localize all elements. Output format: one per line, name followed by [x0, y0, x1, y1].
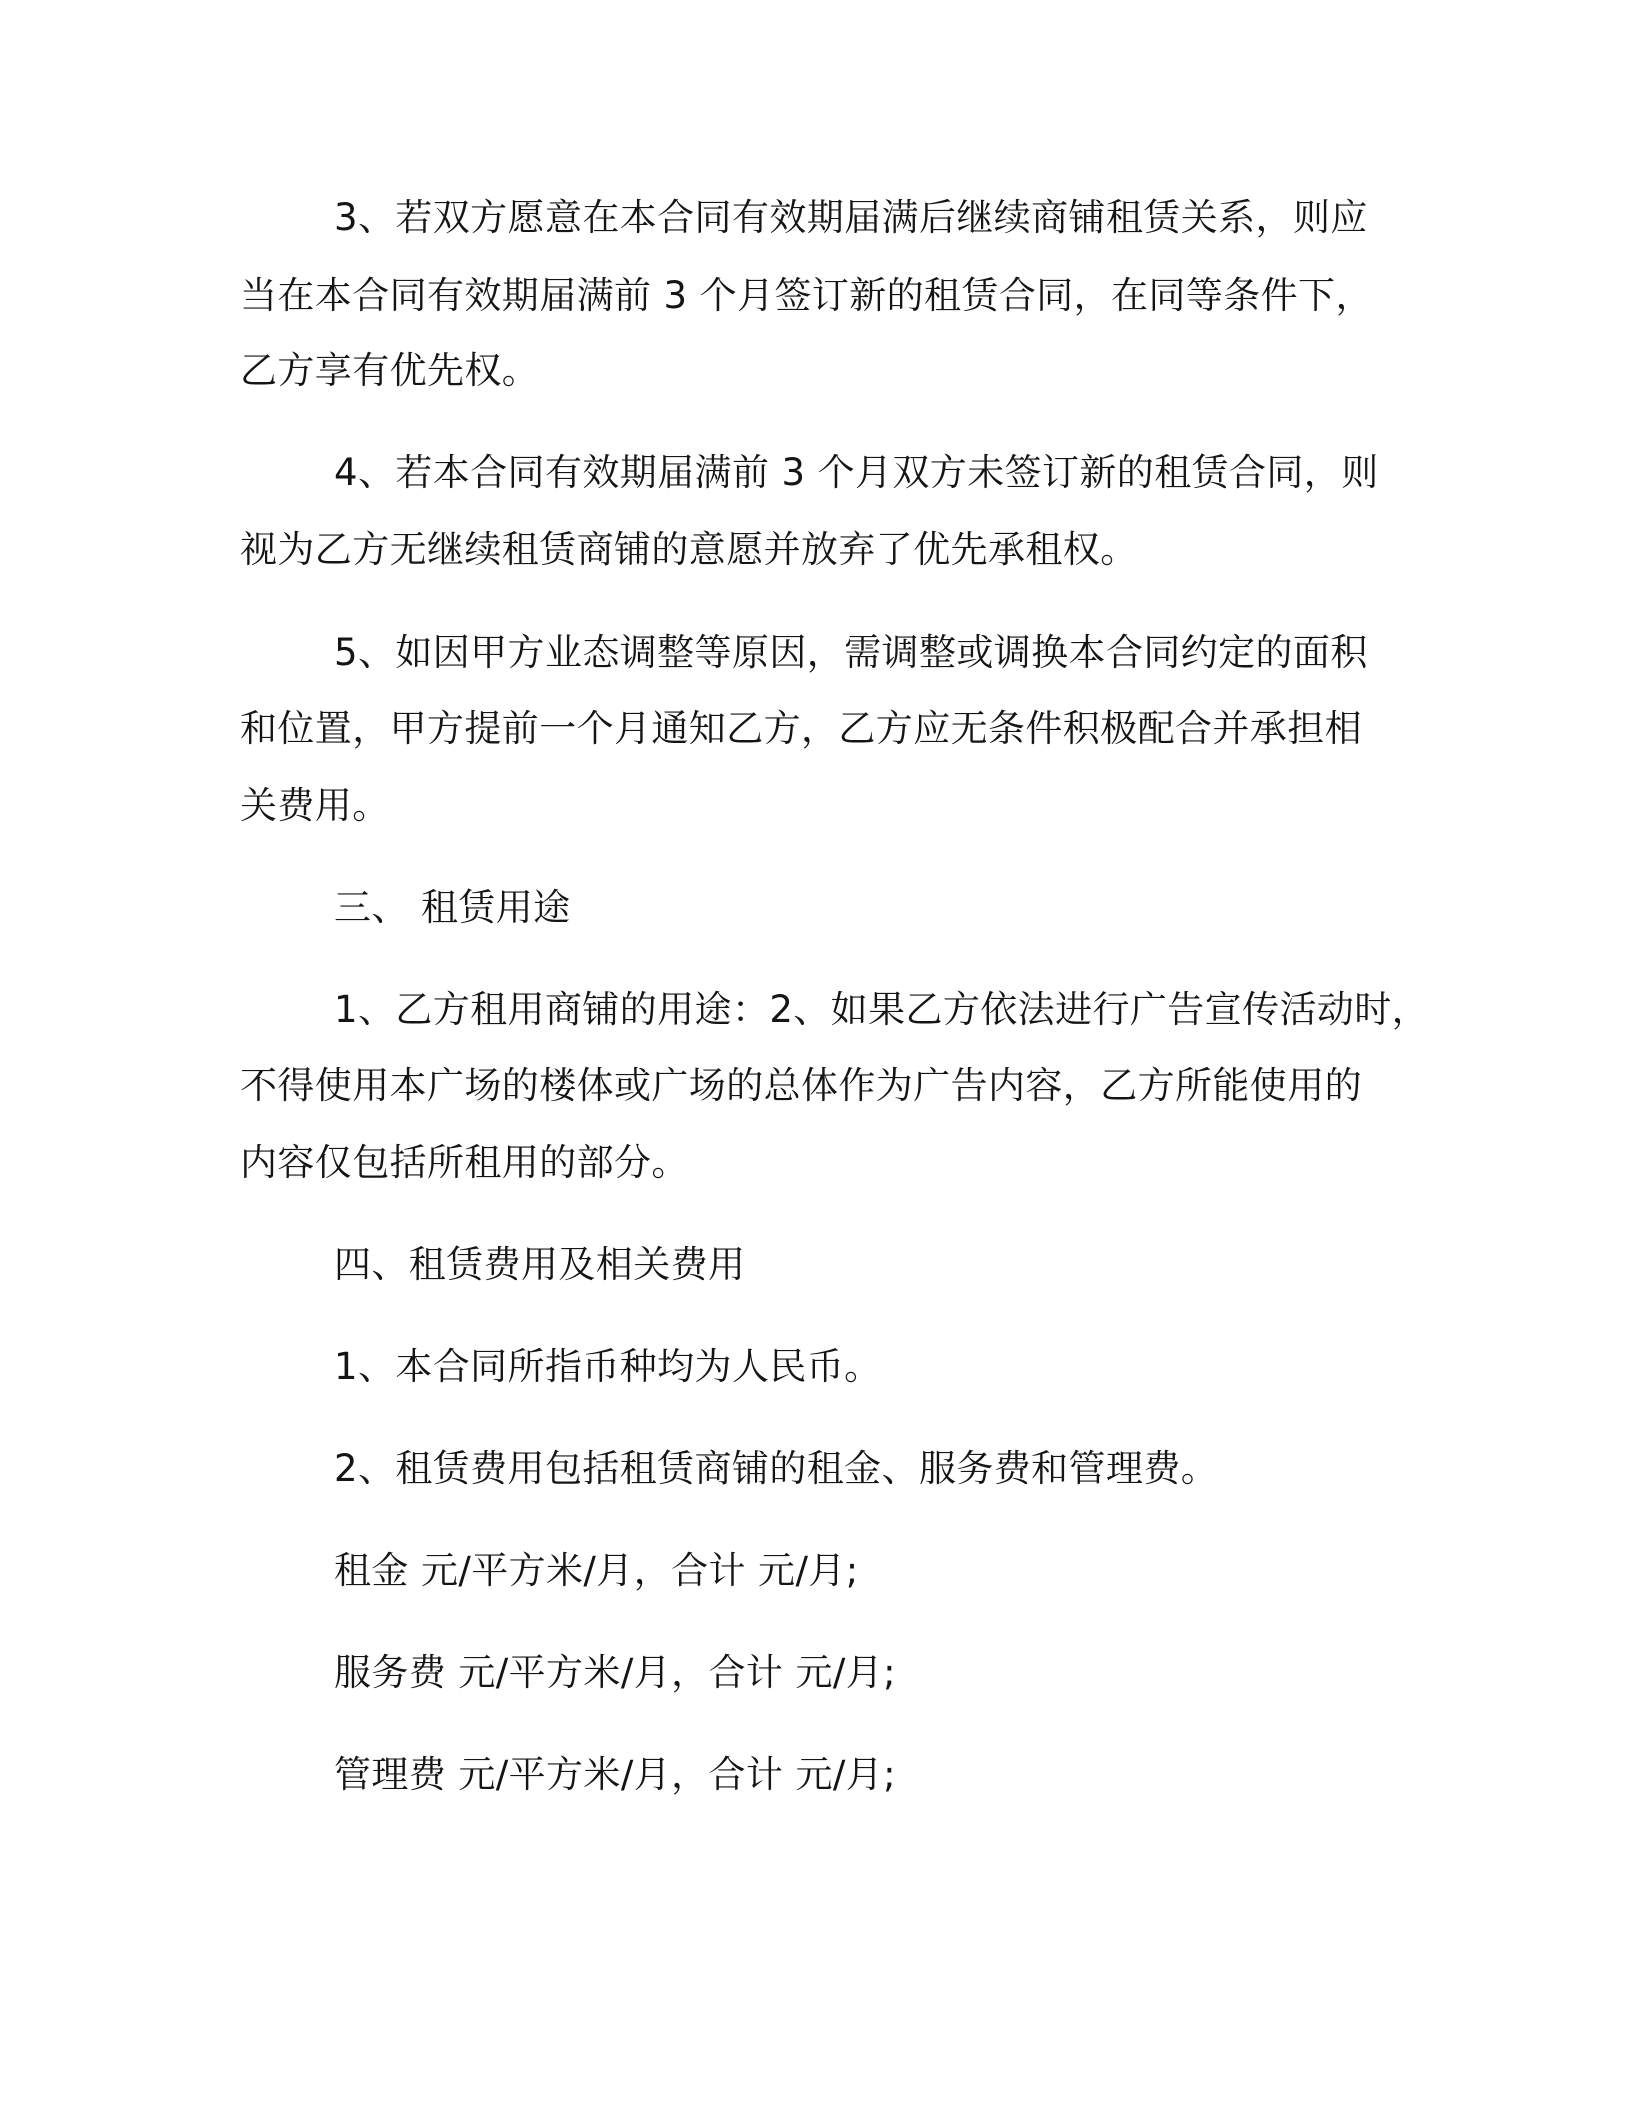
- fee-clause-1: 1、本合同所指币种均为人民币。: [334, 1345, 882, 1388]
- section-4-heading: 四、租赁费用及相关费用: [334, 1243, 746, 1286]
- management-fee-line: 管理费 元/平方米/月，合计 元/月;: [334, 1753, 896, 1796]
- usage-clause-line-1: 1、乙方租用商铺的用途：2、如果乙方依法进行广告宣传活动时，: [334, 988, 1430, 1031]
- clause-5-line-2: 和位置，甲方提前一个月通知乙方，乙方应无条件积极配合并承担相: [240, 707, 1362, 750]
- clause-3-line-3: 乙方享有优先权。: [240, 349, 540, 392]
- section-3-heading: 三、 租赁用途: [334, 886, 571, 929]
- rent-line: 租金 元/平方米/月，合计 元/月;: [334, 1549, 859, 1592]
- service-fee-line: 服务费 元/平方米/月，合计 元/月;: [334, 1651, 896, 1694]
- clause-3-line-2: 当在本合同有效期届满前 3 个月签订新的租赁合同，在同等条件下，: [240, 274, 1373, 317]
- clause-4-line-2: 视为乙方无继续租赁商铺的意愿并放弃了优先承租权。: [240, 528, 1138, 571]
- clause-5-line-3: 关费用。: [240, 784, 390, 827]
- fee-clause-2: 2、租赁费用包括租赁商铺的租金、服务费和管理费。: [334, 1447, 1219, 1490]
- usage-clause-line-2: 不得使用本广场的楼体或广场的总体作为广告内容，乙方所能使用的: [240, 1064, 1362, 1107]
- clause-5-line-1: 5、如因甲方业态调整等原因，需调整或调换本合同约定的面积: [334, 631, 1368, 674]
- clause-3-line-1: 3、若双方愿意在本合同有效期届满后继续商铺租赁关系，则应: [334, 196, 1368, 239]
- usage-clause-line-3: 内容仅包括所租用的部分。: [240, 1141, 689, 1184]
- clause-4-line-1: 4、若本合同有效期届满前 3 个月双方未签订新的租赁合同，则: [334, 451, 1379, 494]
